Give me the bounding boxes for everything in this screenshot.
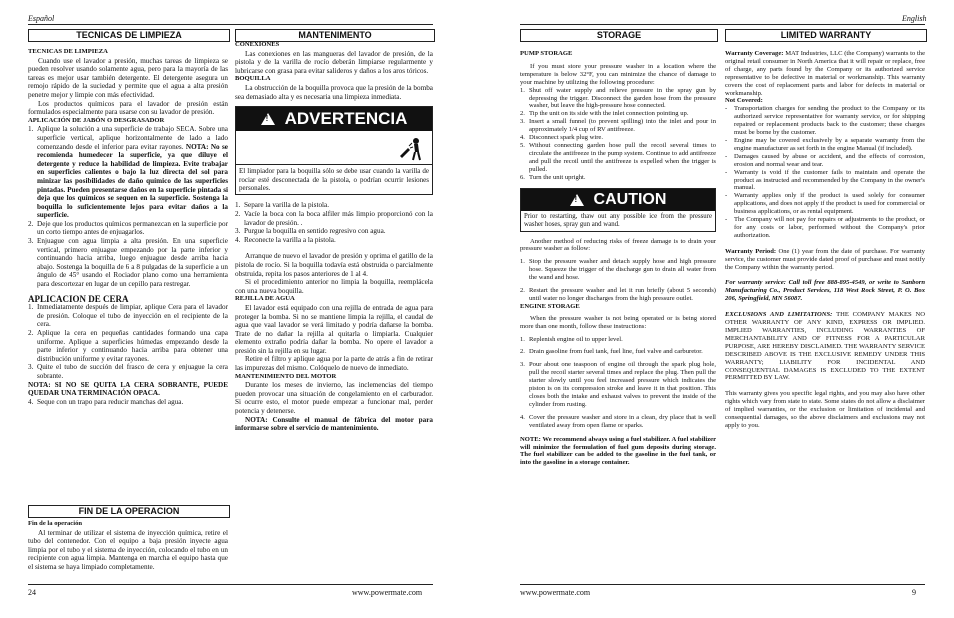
footer-rule-right xyxy=(520,584,925,585)
injury-icon xyxy=(236,131,432,162)
list-item: 1. Separe la varilla de la pistola. xyxy=(235,201,330,210)
paragraph: Al terminar de utilizar el sistema de inyección química, retire el tubo del contenedor. Con el equipo a baja presión inyecte agua limpia por el tubo y el sistema de inyección, colocando el tubo en un recipiente con agua limpia. Mantenga en marcha el equipo hasta que el sistema se haya limpiado completamente. xyxy=(28,528,228,571)
paragraph: Las conexiones en las mangueras del lavador de presión, de la pistola y de la varilla de rocío deberán limpiarse regularmente y lubricarse con grasa para evitar salideros y daños a los aros tóricos. xyxy=(235,49,433,75)
caution-triangle-icon: ! xyxy=(570,194,584,206)
list-item: - The Company will not pay for repairs or adjustments to the product, or for any costs or labor, performed without the Company's prior authorization. xyxy=(725,216,925,239)
column-mantenimiento xyxy=(235,41,433,433)
paragraph: Warranty Period: One (1) year from the date of purchase. For warranty service, the customer must provide dated proof of purchase and must notify the Company within the warranty period. xyxy=(725,247,925,271)
subheading: APLICACIÓN DE JABÓN O DESGRASADOR xyxy=(28,116,165,124)
list-item: 2. Restart the pressure washer and let it run briefly (about 5 seconds) until water no longer discharges from the high pressure outlet. xyxy=(520,287,716,302)
paragraph: When the pressure washer is not being operated or is being stored more than one month, follow these instructions: xyxy=(520,314,716,330)
paragraph: La obstrucción de la boquilla provoca que la presión de la bomba sea demasiado alta y es necesaria una limpieza inmediata. xyxy=(235,83,433,101)
caution-text: Prior to restarting, thaw out any possible ice from the pressure washer hoses, spray gun and wand. xyxy=(524,212,712,228)
section-title-storage: STORAGE xyxy=(520,29,718,42)
subheading: APLICACION DE CERA xyxy=(28,293,129,304)
paragraph: Si el procedimiento anterior no limpia la boquilla, reemplácela con una nueva boquilla. xyxy=(235,278,433,295)
nozzle-steps xyxy=(235,201,433,244)
list-item: 6. Turn the unit upright. xyxy=(520,173,586,181)
list-item: 3. Insert a small funnel (to prevent spilling) into the inlet and pour in approximately 1/4 cup of RV antifreeze. xyxy=(520,118,716,134)
paragraph: Cuando use el lavador a presión, muchas tareas de limpieza se pueden resolver usando solamente agua, pero para la mayoría de las tareas es mejor usar también detergente. El detergente asegura un remojo rápido de la suciedad y permite que el agua a alta presión penetre mejor y limpie con más efectividad. xyxy=(28,56,228,99)
warning-box xyxy=(235,106,433,195)
subheading: TECNICAS DE LIMPIEZA xyxy=(28,48,108,55)
paragraph: For warranty service: Call toll free 888-895-4549, or write to Sanborn Manufacturing Co., Product Services, 118 West Rock Street, P. O. Box 206, Springfield, MN 56087. xyxy=(725,279,925,303)
list-item: 2. Aplique la cera en pequeñas cantidades formando una capa uniforme. Aplique a superficies húmedas empezando desde la parte inferior y continuando hacia arriba para obtener una distribución uniforme y evitar rayones. xyxy=(28,329,228,363)
list-item: 4. Reconecte la varilla a la pistola. xyxy=(235,235,336,244)
footer-url-left[interactable]: www.powermate.com xyxy=(352,588,423,597)
paragraph: Los productos químicos para el lavador de presión están formulados especialmente para usarse con su lavador de presión. xyxy=(28,99,228,117)
list-item: 5. Without connecting garden hose pull the recoil several times to circulate the antifreeze in the pump system. Continue to add antifreeze and pull the recoil until the antifreeze is expelled when the trigger is pulled. xyxy=(520,141,716,173)
paragraph: El lavador está equipado con una rejilla de entrada de agua para proteger la bomba. Si no se mantiene limpia la rejilla, el caudal de agua que vaal lavador se verá limitado y podría dañarse la bomba. Trate de no dañar la rejilla al quitarla o limpiarla. Cualquier elemento extraño podría dañar la bomba. No opere el lavador a presión sin la rejilla en su lugar. xyxy=(235,303,433,355)
spray-injury-icon xyxy=(396,134,426,162)
warning-text: El limpiador para la boquilla sólo se debe usar cuando la varilla de rociar esté desconectada de la pistola, o podrían ocurrir lesiones personales. xyxy=(236,164,432,194)
list-item: - Transportation charges for sending the product to the Company or its authorized service representative for warranty service, or for shipping repaired or replacement products back to the customer; these charges must be borne by the customer. xyxy=(725,105,925,137)
page-number-left: 24 xyxy=(28,588,36,597)
subheading: Fin de la operación xyxy=(28,520,83,527)
paragraph: Retire el filtro y aplique agua por la parte de atrás a fin de retirar las impurezas del mismo. Colóquelo de nuevo de inmediato. xyxy=(235,355,433,373)
list-item: 1. Aplique la solución a una superficie de trabajo SECA. Sobre una superficie vertical, aplique horizontalmente de lado a lado comenzando desde el inferior para evitar rayones. NOTA: No se recomienda humedecer la superficie, ya que diluye el detergente y reduce la habilidad de limpieza. Evite trabajar en superficies calientes o bajo la luz directa del sol para minizar las posibilidades de daño químico de las superficies pintadas. Pueden presentarse daños en la superficie pintada si deja que los químicos se sequen en la superficie. Sostenga la boquilla lo suficientemente lejos para evitar daños a la superficie. xyxy=(28,125,229,220)
list-item: - Engine may be covered exclusively by a separate warranty from the engine manufacturer as set forth in the engine Manual (if included). xyxy=(725,136,925,152)
list-item: 3. Quite el tubo de succión del frasco de cera y enjuague la cera sobrante. xyxy=(28,363,228,380)
column-limpieza xyxy=(28,48,228,406)
page-number-right: 9 xyxy=(912,588,916,597)
subheading: ENGINE STORAGE xyxy=(520,302,580,310)
list-item: 4. Disconnect spark plug wire. xyxy=(520,134,603,142)
list-item: - Damages caused by abuse or accident, and the effects of corrosion, erosion and normal wear and tear. xyxy=(725,152,925,168)
list-item: 4. Seque con un trapo para reducir manchas del agua. xyxy=(28,397,184,406)
subheading: Not Covered: xyxy=(725,97,763,105)
paragraph: EXCLUSIONS AND LIMITATIONS: THE COMPANY MAKES NO OTHER WARRANTY OF ANY KIND, EXPRESS OR IMPLIED. IMPLIED WARRANTIES, INCLUDING WARRANTIES OF MERCHANTABILITY AND OF FITNESS FOR A PARTICULAR PURPOSE, ARE HEREBY DISCLAIMED. THE WARRANTY SERVICE DESCRIBED ABOVE IS THE EXCLUSIVE REMEDY UNDER THIS WARRANTY; LIABILITY FOR INCIDENTAL AND CONSEQUENTIAL DAMAGES IS EXCLUDED TO THE EXTENT PERMITTED BY LAW. xyxy=(725,311,925,382)
warning-triangle-icon: ! xyxy=(261,113,275,125)
list-item: 1. Replenish engine oil to upper level. xyxy=(520,335,623,343)
list-item: - Warranty applies only if the product is used solely for consumer applications, and does not apply if the product is used for commercial or business applications, or as rental equipment. xyxy=(725,192,925,216)
list-item: 1. Stop the pressure washer and detach supply hose and high pressure hose. Squeeze the trigger of the discharge gun to drain all water from the wand and hose. xyxy=(520,258,716,282)
column-fin xyxy=(28,520,228,572)
subheading: PUMP STORAGE xyxy=(520,50,573,57)
subheading: CONEXIONES xyxy=(235,41,280,48)
section-title-limpieza: TECNICAS DE LIMPIEZA xyxy=(28,29,230,42)
header-rule-right xyxy=(520,24,925,25)
section-title-fin: FIN DE LA OPERACION xyxy=(28,505,230,518)
list-item: 2. Vacíe la boca con la boca alfiler más limpio proporcionó con la lavador de presión. . xyxy=(235,209,433,227)
paragraph: Durante los meses de invierno, las inclemencias del tiempo pueden provocar una situación de congelamiento en el carburador. Si ocurre esto, el motor puede empezar a funcionar mal, perder potencia y detenerse. xyxy=(235,381,433,416)
caution-box xyxy=(520,188,716,232)
paragraph: Another method of reducing risks of freeze damage is to drain your pressure washer as follow: xyxy=(520,237,716,253)
subheading: MANTENIMIENTO DEL MOTOR xyxy=(235,372,337,380)
list-item: 1. Shut off water supply and relieve pressure in the spray gun by depressing the trigger. Disconnect the garden hose from the pressure washer, but leave the high-pressure hose connected. xyxy=(520,86,716,110)
list-item: 1. Inmediatamente después de limpiar, aplique Cera para el lavador de presión. Coloque el tubo de inyección en el recipiente de la cera. xyxy=(28,303,228,329)
footer-url-right[interactable]: www.powermate.com xyxy=(520,588,591,597)
paragraph: Arranque de nuevo el lavador de presión y oprima el gatillo de la pistola de rocío. Si la boquilla todavía está obstruida o parcialmente obstruida, repita los pasos anteriores de 1 al 4. xyxy=(235,252,433,278)
list-item: 3. Enjuague con agua limpia a alta presión. En una superficie vertical, primero enjuague empezando por la parte inferior y continuando hacia arriba, luego enjuague desde arriba hacia abajo. Sostenga la boquilla de 6 a 8 pulgadas de la superficie a un ángulo de 45° usando el Rociador plano como una herramienta para descortezar en lugar de un cepillo para restregar. xyxy=(28,237,228,289)
list-item: 2. Deje que los productos químicos permanezcan en la superficie por un corto tiempo antes de enjuagarlos. xyxy=(28,219,228,237)
column-storage xyxy=(520,50,716,467)
warning-header xyxy=(236,107,432,131)
list-item: - Warranty is void if the customer fails to maintain and operate the product as instructed and recommended by the Company in the owner's manual. xyxy=(725,168,925,192)
list-item: 3. Purgue la boquilla en sentido regresivo con agua. xyxy=(235,227,386,236)
note: NOTA: SI NO SE QUITA LA CERA SOBRANTE, PUEDE QUEDAR UNA TERMINACIÓN OPACA. xyxy=(28,380,228,398)
list-item: 2. Tip the unit on its side with the inlet connection pointing up. xyxy=(520,110,689,118)
subheading: REJILLA DE AGUA xyxy=(235,295,295,303)
header-rule-left xyxy=(28,24,433,25)
note: NOTA: Consulte el manual de fábrica del motor para informarse sobre el servicio de mantenimiento. xyxy=(235,415,433,433)
section-title-mantenimiento: MANTENIMENTO xyxy=(235,29,435,42)
section-title-warranty: LIMITED WARRANTY xyxy=(725,29,927,42)
paragraph: This warranty gives you specific legal rights, and you may also have other rights which vary from state to state. Some states do not allow a disclaimer of implied warranties, or the exclusion or limitation of incidental and consequential damages, so the above disclaimers and exclusions may not apply to you. xyxy=(725,390,925,429)
paragraph: If you must store your pressure washer in a location where the temperature is below 32°F, you can minimize the chance of damage to your machine by utilizing the following procedure: xyxy=(520,62,716,86)
column-warranty xyxy=(725,50,925,430)
list-item: 4. Cover the pressure washer and store in a clean, dry place that is well ventilated away from open flame or sparks. xyxy=(520,413,716,429)
footer-rule-left xyxy=(28,584,433,585)
page-language-right: English xyxy=(902,14,927,23)
caution-title: CAUTION xyxy=(593,190,667,208)
subheading: BOQUILLA xyxy=(235,75,271,83)
paragraph: Warranty Coverage: MAT Industries, LLC (the Company) warrants to the original retail consumer in North America that it will repair or replace, free of charge, any parts found by the Company or its authorized service representative to be defective in material or workmanship. This warranty covers the cost of replacement parts and labor for defects in material or workmanship. xyxy=(725,50,925,97)
list-item: 3. Pour about one teaspoon of engine oil through the spark plug hole, pull the recoil starter several times and replace the plug. Then pull the starter slowly until you feel increased pressure which indicates the piston is on its compression stroke and leave it in that position. This closes both the intake and exhaust valves to prevent the inside of the cylinder from rusting. xyxy=(520,361,716,408)
caution-header xyxy=(521,189,715,211)
warning-title: ADVERTENCIA xyxy=(284,108,408,128)
note: NOTE: We recommend always using a fuel stabilizer. A fuel stabilizer will minimize the formulation of fuel gum deposits during storage. The fuel stabilizer can be added to the gasoline in the fuel tank, or into the gasoline in a storage container. xyxy=(520,435,716,467)
list-item: 2. Drain gasoline from fuel tank, fuel line, fuel valve and carburetor. xyxy=(520,348,703,356)
page-language-left: Español xyxy=(28,14,55,23)
